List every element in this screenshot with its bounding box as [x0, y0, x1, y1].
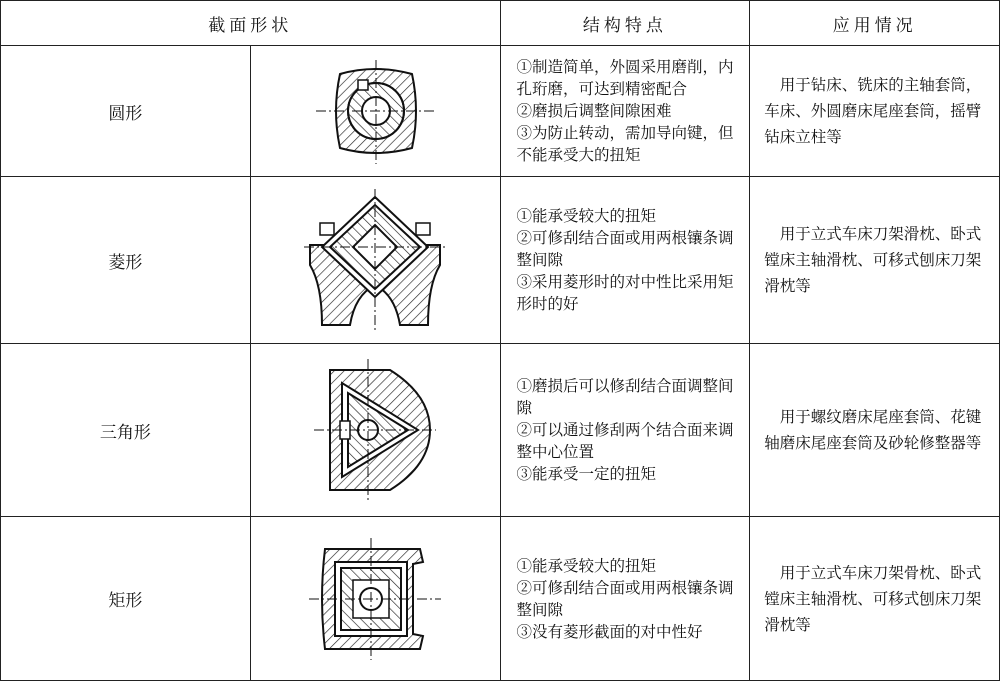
application-cell: 用于立式车床刀架滑枕、卧式镗床主轴滑枕、可移式刨床刀架滑枕等	[750, 177, 1000, 344]
feature-item: ①制造简单，外圆采用磨削，内孔珩磨，可达到精密配合	[516, 58, 734, 98]
shape-name: 菱形	[1, 177, 251, 344]
feature-item: ③为防止转动，需加导向键，但不能承受大的扭矩	[516, 124, 734, 164]
shape-name: 圆形	[1, 46, 251, 177]
features-cell	[500, 177, 750, 344]
application-cell: 用于钻床、铣床的主轴套筒，车床、外圆磨床尾座套筒，摇臂钻床立柱等	[750, 46, 1000, 177]
feature-item: ①能承受较大的扭矩	[516, 207, 657, 225]
feature-item: ②可修刮结合面或用两根镶条调整间隙	[516, 578, 734, 619]
rhombic-section-drawing	[250, 177, 500, 344]
table-row	[1, 177, 1000, 344]
table-row	[1, 344, 1000, 517]
feature-item: ②可修刮结合面或用两根镶条调整间隙	[516, 229, 734, 269]
rectangular-section-drawing	[250, 517, 500, 681]
table-row	[1, 46, 1000, 177]
feature-item: ③采用菱形时的对中性比采用矩形时的好	[516, 273, 734, 313]
application-cell: 用于螺纹磨床尾座套筒、花键轴磨床尾座套筒及砂轮修整器等	[750, 344, 1000, 517]
header-application: 应用情况	[750, 1, 1000, 46]
features-cell	[500, 344, 750, 517]
table-row	[1, 517, 1000, 681]
header-row	[1, 1, 1000, 46]
feature-item: ①磨损后可以修刮结合面调整间隙	[516, 377, 734, 417]
feature-item: ③能承受一定的扭矩	[516, 465, 657, 483]
shape-name: 矩形	[1, 517, 251, 681]
feature-item: ①能承受较大的扭矩	[516, 556, 657, 575]
features-cell	[500, 46, 750, 177]
circular-section-drawing	[250, 46, 500, 177]
triangular-section-drawing	[250, 344, 500, 517]
shape-name: 三角形	[1, 344, 251, 517]
header-shape: 截面形状	[1, 1, 501, 46]
header-features: 结构特点	[500, 1, 750, 46]
feature-item: ③没有菱形截面的对中性好	[516, 622, 703, 641]
application-cell: 用于立式车床刀架骨枕、卧式镗床主轴滑枕、可移式刨床刀架滑枕等	[750, 517, 1000, 681]
feature-item: ②可以通过修刮两个结合面来调整中心位置	[516, 421, 734, 461]
features-cell	[500, 517, 750, 681]
feature-item: ②磨损后调整间隙困难	[516, 102, 672, 120]
